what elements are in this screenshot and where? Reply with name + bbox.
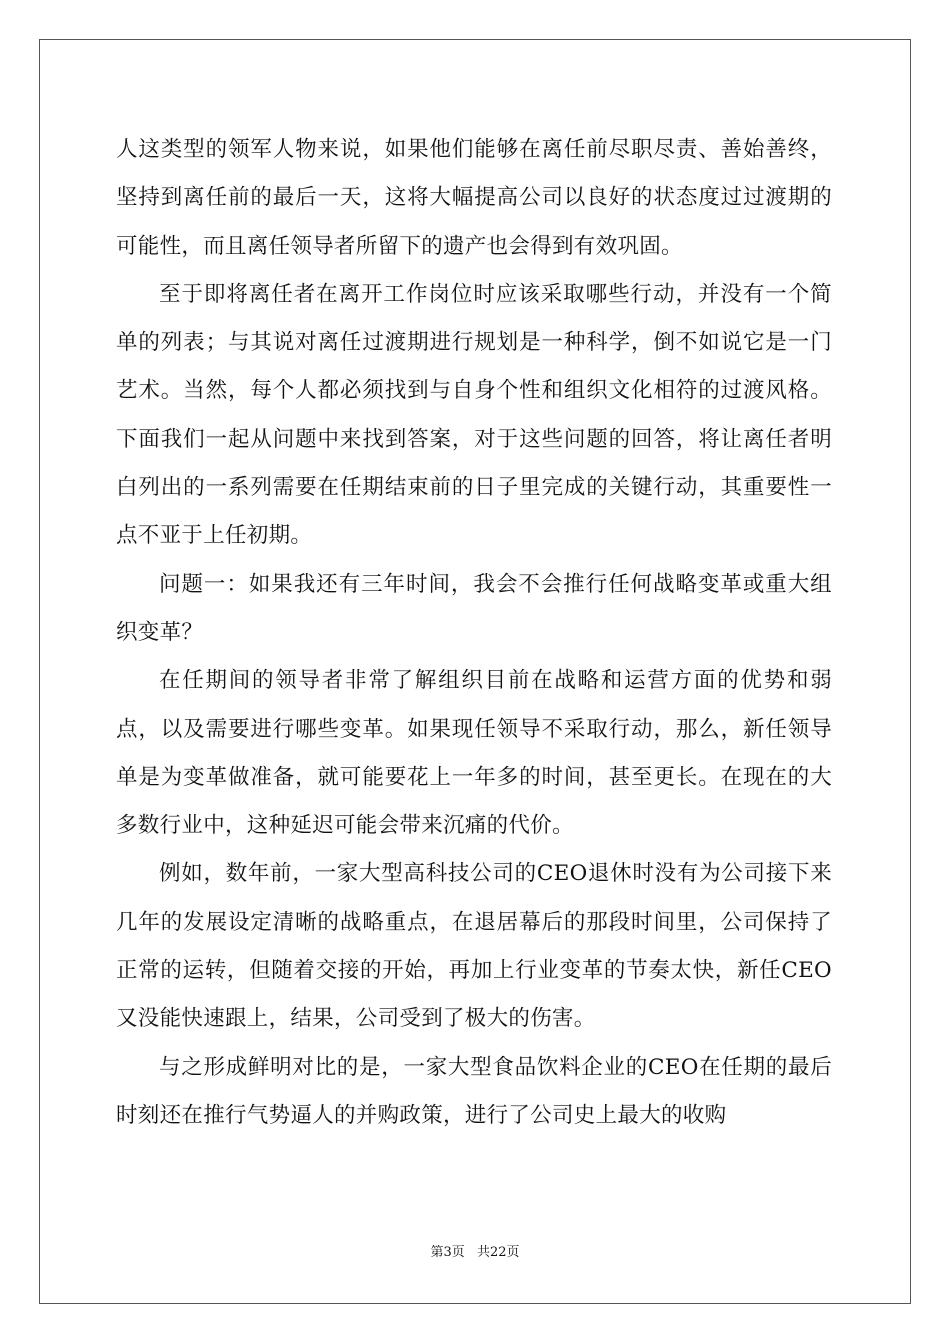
current-page-number: 第3页 [430, 1245, 465, 1260]
paragraph: 在任期间的领导者非常了解组织目前在战略和运营方面的优势和弱点，以及需要进行哪些变革。如果现任领导不采取行动，那么，新任领导单是为变革做准备，就可能要花上一年多的时间，甚至更长。在现在的大多数行业中，这种延迟可能会带来沉痛的代价。 [116, 668, 832, 839]
total-pages: 共22页 [476, 1245, 520, 1260]
document-body [116, 126, 832, 1140]
paragraph: 例如，数年前，一家大型高科技公司的CEO退休时没有为公司接下来几年的发展设定清晰的战略重点，在退居幕后的那段时间里，公司保持了正常的运转，但随着交接的开始，再加上行业变革的节奏太快，新任CEO又没能快速跟上，结果，公司受到了极大的伤害。 [116, 861, 832, 1032]
page-footer [0, 1241, 950, 1260]
paragraph: 与之形成鲜明对比的是，一家大型食品饮料企业的CEO在任期的最后时刻还在推行气势逼人的并购政策，进行了公司史上最大的收购 [116, 1054, 832, 1128]
question-heading: 问题一：如果我还有三年时间，我会不会推行任何战略变革或重大组织变革？ [116, 571, 832, 645]
paragraph: 至于即将离任者在离开工作岗位时应该采取哪些行动，并没有一个简单的列表；与其说对离任过渡期进行规划是一种科学，倒不如说它是一门艺术。当然，每个人都必须找到与自身个性和组织文化相符的过渡风格。下面我们一起从问题中来找到答案，对于这些问题的回答，将让离任者明白列出的一系列需要在任期结束前的日子里完成的关键行动，其重要性一点不亚于上任初期。 [116, 281, 832, 549]
paragraph-continuation: 人这类型的领军人物来说，如果他们能够在离任前尽职尽责、善始善终，坚持到离任前的最后一天，这将大幅提高公司以良好的状态度过过渡期的可能性，而且离任领导者所留下的遗产也会得到有效巩固。 [116, 137, 832, 259]
